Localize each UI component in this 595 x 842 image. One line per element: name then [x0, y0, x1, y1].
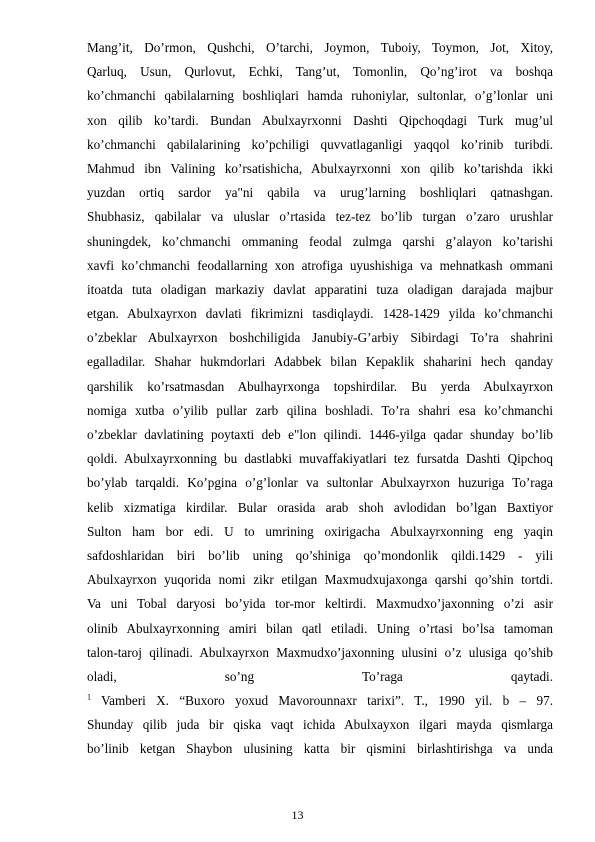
text-line: nomiga xutba o’yilib pullar zarb qilina boshladi. To’ra shahri esa ko’chmanchi: [87, 402, 553, 418]
text-line: itoatda tuta oladigan markaziy davlat apparatini tuza oladigan darajada majbur: [87, 281, 553, 297]
text-line: xon qilib ko’tardi. Bundan Abulxayrxonni Dashti Qipchoqdagi Turk mug’ul: [87, 112, 553, 128]
text-line: ko’chmanchi qabilalarning boshliqlari hamda ruhoniylar, sultonlar, o’g’lonlar uni: [87, 88, 553, 104]
text-line: qarshilik ko’rsatmasdan Abulhayrxonga topshirdilar. Bu yerda Abulxayrxon: [87, 378, 553, 394]
text-line: bo’ylab tarqaldi. Ko’pgina o’g’lonlar va sultonlar Abulxayrxon huzuriga To’raga: [87, 475, 553, 491]
text-line: safdoshlaridan biri bo’lib uning qo’shiniga qo’mondonlik qildi.1429 - yili: [87, 547, 553, 563]
continuation-text: [87, 713, 553, 761]
text-line: Mang’it, Do’rmon, Qushchi, O’tarchi, Joymon, Tuboiy, Toymon, Jot, Xitoy,: [87, 40, 553, 55]
text-line: egalladilar. Shahar hukmdorlari Adabbek bilan Kepaklik shaharini hech qanday: [87, 354, 553, 370]
text-line: Shunday qilib juda bir qiska vaqt ichida Abulxayxon ilgari mayda qismlarga: [87, 717, 553, 733]
text-line: Qarluq, Usun, Qurlovut, Echki, Tang’ut, Tomonlin, Qo’ng’irot va boshqa: [87, 64, 553, 80]
page-number: 13: [291, 808, 304, 822]
main-text: [87, 36, 553, 689]
text-line: etgan. Abulxayrxon davlati fikrimizni tasdiqlaydi. 1428-1429 yilda ko’chmanchi: [87, 306, 553, 322]
text-line: o’zbeklar Abulxayrxon boshchiligida Janubiy-G’arbiy Sibirdagi To’ra shahrini: [87, 330, 553, 346]
text-line: talon-taroj qilinadi. Abulxayrxon Maxmudxo’jaxonning ulusini o’z ulusiga qo’shib: [87, 644, 553, 660]
text-line: qoldi. Abulxayrxonning bu dastlabki muvaffakiyatlari tez fursatda Dashti Qipchoq: [87, 451, 553, 467]
footnote: [87, 689, 553, 713]
footnote-text: Vamberi X. “Buxoro yoxud Mavorounnaxr tarixi”. T., 1990 yil. b – 97.: [91, 693, 553, 709]
text-line: o’zbeklar davlatining poytaxti deb e"lon qilindi. 1446-yilga qadar shunday bo’lib: [87, 427, 553, 442]
text-line: Shubhasiz, qabilalar va uluslar o’rtasida tez-tez bo’lib turgan o’zaro urushlar: [87, 209, 553, 225]
text-line: Abulxayrxon yuqorida nomi zikr etilgan Maxmudxujaxonga qarshi qo’shin tortdi.: [87, 572, 553, 588]
text-line: bo’linib ketgan Shaybon ulusining katta bir qismini birlashtirishga va unda: [87, 741, 553, 757]
text-line: shuningdek, ko’chmanchi ommaning feodal zulmga qarshi g’alayon ko’tarishi: [87, 233, 553, 249]
text-line: Sulton ham bor edi. U to umrining oxirigacha Abulxayrxonning eng yaqin: [87, 523, 553, 539]
text-line: Mahmud ibn Valining ko’rsatishicha, Abulxayrxonni xon qilib ko’tarishda ikki: [87, 160, 553, 176]
text-line: kelib xizmatiga kirdilar. Bular orasida arab shoh avlodidan bo’lgan Baxtiyor: [87, 499, 553, 515]
text-line: Va uni Tobal daryosi bo’yida tor-mor keltirdi. Maxmudxo’jaxonning o’zi asir: [87, 596, 553, 612]
text-line: ko’chmanchi qabilalarining ko’pchiligi quvvatlaganligi yaqqol ko’rinib turibdi.: [87, 136, 553, 152]
text-line: oladi, so’ng To’raga qaytadi.: [87, 668, 553, 684]
text-line: yuzdan ortiq sardor ya"ni qabila va urug’larning boshliqlari qatnashgan.: [87, 185, 553, 201]
text-line: olinib Abulxayrxonning amiri bilan qatl etiladi. Uning o’rtasi bo’lsa tamoman: [87, 620, 553, 636]
footnote-mark: 1: [87, 692, 91, 702]
document-body: [87, 36, 553, 762]
text-line: xavfi ko’chmanchi feodallarning xon atrofiga uyushishiga va mehnatkash ommani: [87, 257, 553, 273]
